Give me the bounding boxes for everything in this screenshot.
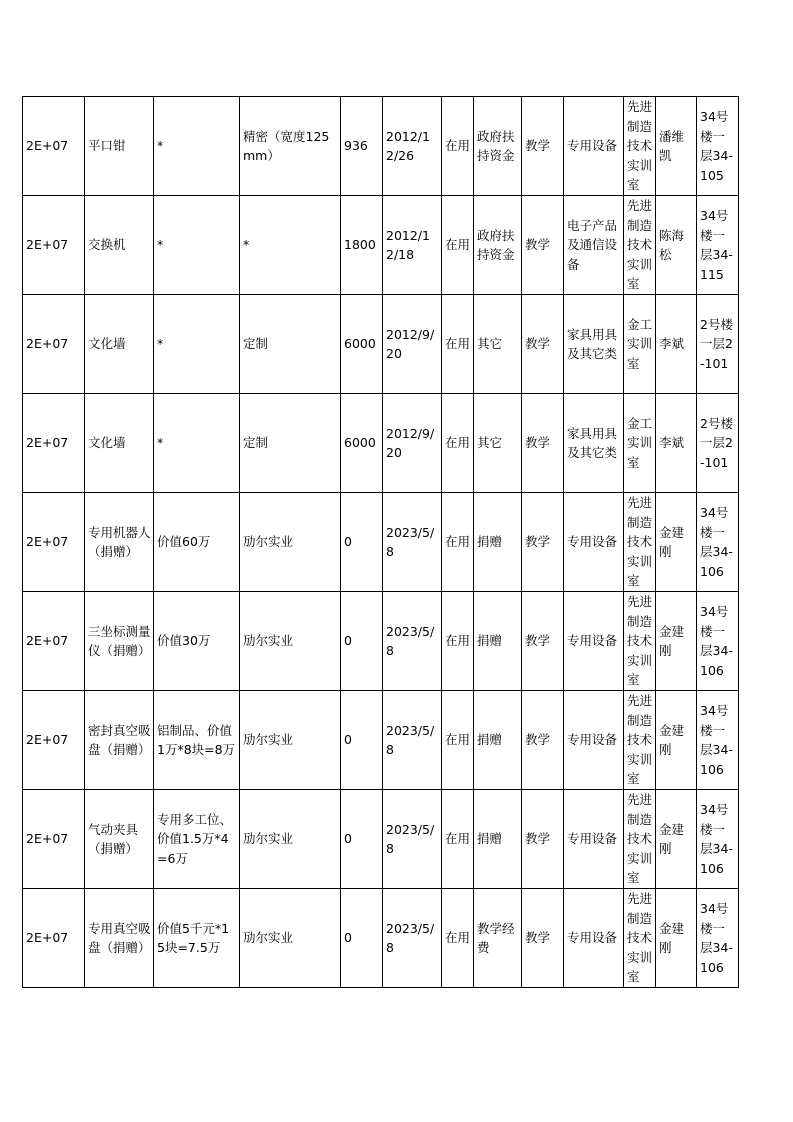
acquired-date-cell: 2023/5/8 — [383, 592, 442, 691]
asset-code-cell: 2E+07 — [23, 493, 85, 592]
price-cell: 0 — [341, 889, 383, 988]
department-cell: 先进制造技术实训室 — [624, 196, 656, 295]
asset-code-cell: 2E+07 — [23, 295, 85, 394]
spec-cell: 铝制品、价值1万*8块=8万 — [154, 691, 240, 790]
funding-source-cell: 政府扶持资金 — [474, 196, 522, 295]
status-cell: 在用 — [442, 592, 474, 691]
usage-cell: 教学 — [522, 493, 564, 592]
usage-cell: 教学 — [522, 790, 564, 889]
model-cell: 劢尔实业 — [240, 790, 341, 889]
acquired-date-cell: 2012/12/26 — [383, 97, 442, 196]
category-cell: 家具用具及其它类 — [564, 394, 624, 493]
usage-cell: 教学 — [522, 394, 564, 493]
status-cell: 在用 — [442, 295, 474, 394]
status-cell: 在用 — [442, 691, 474, 790]
usage-cell: 教学 — [522, 97, 564, 196]
status-cell: 在用 — [442, 493, 474, 592]
asset-name-cell: 专用机器人（捐赠） — [85, 493, 154, 592]
location-cell: 34号楼一层34-106 — [697, 592, 739, 691]
department-cell: 先进制造技术实训室 — [624, 97, 656, 196]
table-row — [23, 295, 739, 394]
location-cell: 34号楼一层34-105 — [697, 97, 739, 196]
status-cell: 在用 — [442, 889, 474, 988]
funding-source-cell: 捐赠 — [474, 691, 522, 790]
category-cell: 专用设备 — [564, 592, 624, 691]
acquired-date-cell: 2012/12/18 — [383, 196, 442, 295]
model-cell: 劢尔实业 — [240, 493, 341, 592]
asset-name-cell: 文化墙 — [85, 394, 154, 493]
price-cell: 936 — [341, 97, 383, 196]
location-cell: 34号楼一层34-115 — [697, 196, 739, 295]
model-cell: 定制 — [240, 394, 341, 493]
price-cell: 0 — [341, 592, 383, 691]
spec-cell: 价值30万 — [154, 592, 240, 691]
spec-cell: 专用多工位、价值1.5万*4=6万 — [154, 790, 240, 889]
price-cell: 0 — [341, 493, 383, 592]
department-cell: 先进制造技术实训室 — [624, 790, 656, 889]
category-cell: 专用设备 — [564, 790, 624, 889]
custodian-cell: 潘维凯 — [656, 97, 697, 196]
custodian-cell: 李斌 — [656, 295, 697, 394]
location-cell: 2号楼一层2-101 — [697, 295, 739, 394]
table-row — [23, 592, 739, 691]
table-row — [23, 691, 739, 790]
acquired-date-cell: 2023/5/8 — [383, 889, 442, 988]
table-row — [23, 394, 739, 493]
category-cell: 专用设备 — [564, 97, 624, 196]
funding-source-cell: 捐赠 — [474, 790, 522, 889]
custodian-cell: 金建刚 — [656, 592, 697, 691]
custodian-cell: 陈海松 — [656, 196, 697, 295]
custodian-cell: 金建刚 — [656, 691, 697, 790]
asset-table-body — [23, 97, 739, 988]
status-cell: 在用 — [442, 790, 474, 889]
funding-source-cell: 捐赠 — [474, 493, 522, 592]
price-cell: 1800 — [341, 196, 383, 295]
spec-cell: 价值5千元*15块=7.5万 — [154, 889, 240, 988]
acquired-date-cell: 2023/5/8 — [383, 691, 442, 790]
asset-name-cell: 三坐标测量仪（捐赠） — [85, 592, 154, 691]
table-row — [23, 889, 739, 988]
asset-code-cell: 2E+07 — [23, 196, 85, 295]
asset-name-cell: 专用真空吸盘（捐赠） — [85, 889, 154, 988]
usage-cell: 教学 — [522, 295, 564, 394]
table-row — [23, 196, 739, 295]
model-cell: 劢尔实业 — [240, 889, 341, 988]
status-cell: 在用 — [442, 97, 474, 196]
funding-source-cell: 其它 — [474, 394, 522, 493]
model-cell: 劢尔实业 — [240, 691, 341, 790]
asset-code-cell: 2E+07 — [23, 889, 85, 988]
usage-cell: 教学 — [522, 196, 564, 295]
custodian-cell: 金建刚 — [656, 493, 697, 592]
asset-code-cell: 2E+07 — [23, 97, 85, 196]
status-cell: 在用 — [442, 394, 474, 493]
department-cell: 先进制造技术实训室 — [624, 493, 656, 592]
department-cell: 先进制造技术实训室 — [624, 691, 656, 790]
price-cell: 0 — [341, 691, 383, 790]
department-cell: 金工实训室 — [624, 295, 656, 394]
asset-code-cell: 2E+07 — [23, 394, 85, 493]
acquired-date-cell: 2012/9/20 — [383, 394, 442, 493]
asset-name-cell: 气动夹具（捐赠） — [85, 790, 154, 889]
funding-source-cell: 其它 — [474, 295, 522, 394]
model-cell: 精密（宽度125mm） — [240, 97, 341, 196]
spec-cell: * — [154, 394, 240, 493]
location-cell: 34号楼一层34-106 — [697, 691, 739, 790]
model-cell: 定制 — [240, 295, 341, 394]
spec-cell: * — [154, 97, 240, 196]
funding-source-cell: 政府扶持资金 — [474, 97, 522, 196]
price-cell: 6000 — [341, 295, 383, 394]
custodian-cell: 李斌 — [656, 394, 697, 493]
price-cell: 6000 — [341, 394, 383, 493]
table-row — [23, 790, 739, 889]
price-cell: 0 — [341, 790, 383, 889]
status-cell: 在用 — [442, 196, 474, 295]
asset-name-cell: 平口钳 — [85, 97, 154, 196]
usage-cell: 教学 — [522, 691, 564, 790]
asset-code-cell: 2E+07 — [23, 691, 85, 790]
table-row — [23, 493, 739, 592]
asset-code-cell: 2E+07 — [23, 790, 85, 889]
usage-cell: 教学 — [522, 592, 564, 691]
funding-source-cell: 教学经费 — [474, 889, 522, 988]
spec-cell: * — [154, 295, 240, 394]
location-cell: 34号楼一层34-106 — [697, 493, 739, 592]
acquired-date-cell: 2023/5/8 — [383, 493, 442, 592]
acquired-date-cell: 2023/5/8 — [383, 790, 442, 889]
asset-code-cell: 2E+07 — [23, 592, 85, 691]
category-cell: 电子产品及通信设备 — [564, 196, 624, 295]
spec-cell: 价值60万 — [154, 493, 240, 592]
model-cell: 劢尔实业 — [240, 592, 341, 691]
funding-source-cell: 捐赠 — [474, 592, 522, 691]
custodian-cell: 金建刚 — [656, 889, 697, 988]
location-cell: 34号楼一层34-106 — [697, 889, 739, 988]
department-cell: 先进制造技术实训室 — [624, 889, 656, 988]
department-cell: 金工实训室 — [624, 394, 656, 493]
category-cell: 专用设备 — [564, 889, 624, 988]
asset-name-cell: 交换机 — [85, 196, 154, 295]
usage-cell: 教学 — [522, 889, 564, 988]
custodian-cell: 金建刚 — [656, 790, 697, 889]
asset-name-cell: 密封真空吸盘（捐赠） — [85, 691, 154, 790]
department-cell: 先进制造技术实训室 — [624, 592, 656, 691]
category-cell: 家具用具及其它类 — [564, 295, 624, 394]
location-cell: 34号楼一层34-106 — [697, 790, 739, 889]
category-cell: 专用设备 — [564, 493, 624, 592]
model-cell: * — [240, 196, 341, 295]
spec-cell: * — [154, 196, 240, 295]
asset-table — [22, 96, 739, 988]
table-row — [23, 97, 739, 196]
category-cell: 专用设备 — [564, 691, 624, 790]
asset-name-cell: 文化墙 — [85, 295, 154, 394]
acquired-date-cell: 2012/9/20 — [383, 295, 442, 394]
location-cell: 2号楼一层2-101 — [697, 394, 739, 493]
